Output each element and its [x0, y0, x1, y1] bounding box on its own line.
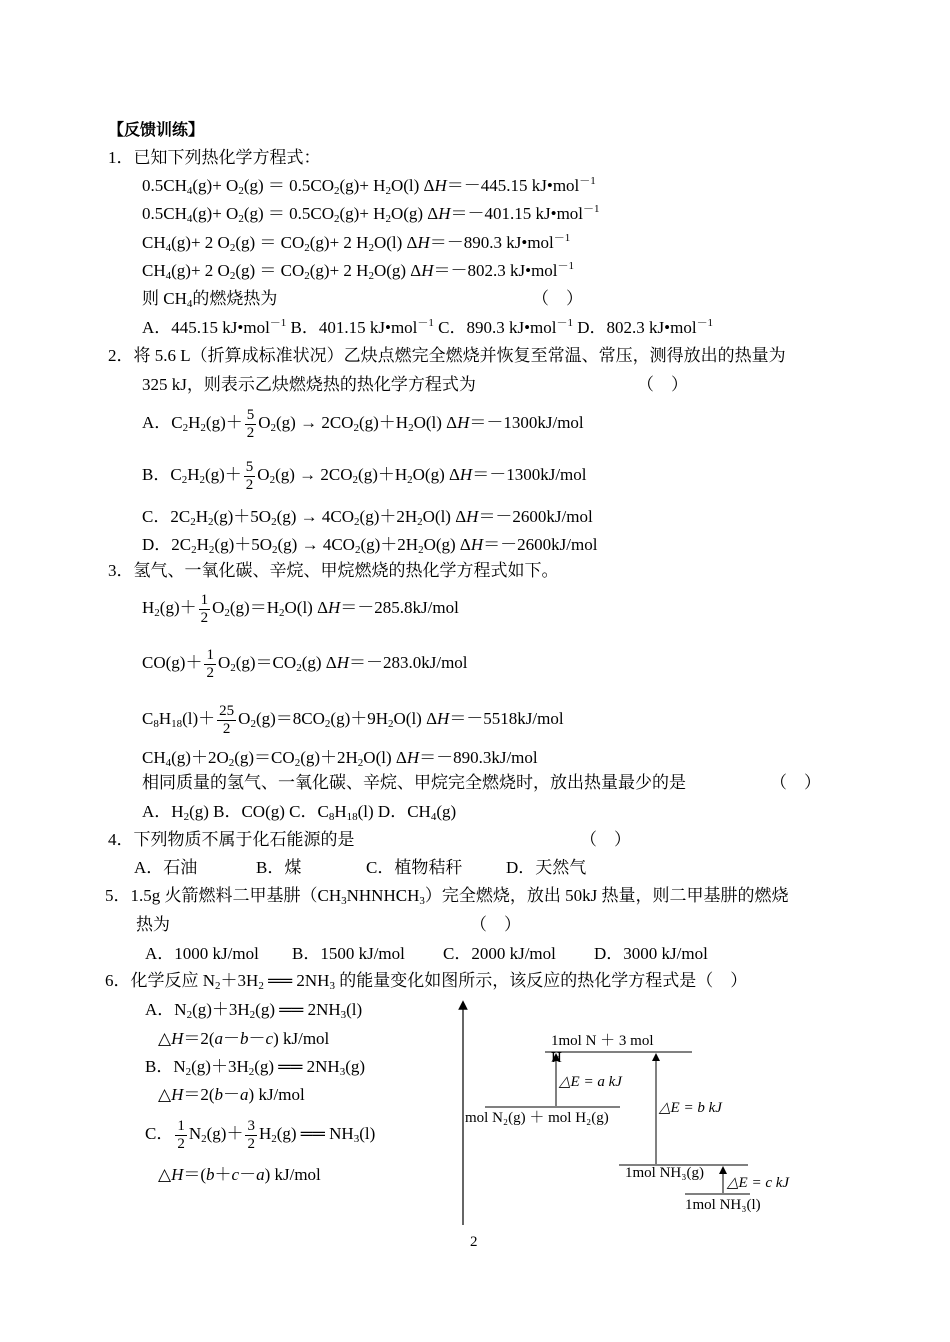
q6-option-c-enthalpy: △H＝(b＋c－a) kJ/mol [158, 1165, 321, 1184]
q4-option-b: B．煤 [256, 858, 302, 877]
q3-stem: 3．氢气、一氧化碳、辛烷、甲烷燃烧的热化学方程式如下。 [108, 561, 559, 580]
q3-equation-h2: $H_2(g)+$ $\frac{1}{2}$ $O_2(g)=H_2O(l)$ ΔH＝－285.8kJ/mol [142, 591, 459, 626]
label-nh3-gas: 1mol NH₃(g) [625, 1165, 704, 1181]
fraction: $\frac{5}{2}$ [245, 458, 254, 493]
q6-option-c-equation: C． $\frac{1}{2}$ $N_2(g)+$ $\frac{3}{2}$ $H_2(g)$ ══ $NH_3(l)$ [145, 1117, 376, 1152]
q3-options: A．$H_2(g)$ B．CO(g) C．$C_8H_{18}(l)$ D．$CH_4(g)$ [142, 802, 457, 823]
fraction: $\frac{3}{2}$ [247, 1117, 255, 1152]
q6-option-a-equation: A．$N_2(g)+3H_2(g)$ ══ $2NH_3(l)$ [145, 1000, 363, 1021]
fraction: $\frac{5}{2}$ [246, 406, 255, 441]
q2-stem-line-1: 2．将 5.6 L（折算成标准状况）乙炔点燃完全燃烧并恢复至常温、常压，测得放出的热量为 [108, 346, 786, 365]
energy-level-diagram [455, 995, 815, 1230]
q6-stem: 6．化学反应 $N_2+3H_2$ ══ $2NH_3$ 的能量变化如图所示，该反应的热化学方程式是（ ） [105, 971, 748, 992]
q3-equation-methane: $CH_4(g)+2O_2(g)=CO_2(g)+2H_2O(l)$ ΔH＝－890.3kJ/mol [142, 748, 538, 769]
q2-stem-line-2: 325 kJ，则表示乙炔燃烧热的热化学方程式为 [142, 375, 476, 394]
fraction: $\frac{1}{2}$ [206, 646, 214, 681]
q5-option-d: D．3000 kJ/mol [594, 944, 708, 963]
q2-answer-bracket[interactable]: （ ） [637, 375, 688, 394]
q1-equation-1: $0.5CH_4(g)+ O_2(g) = 0.5CO_2(g)+ H_2O(l)$ ΔH＝－445.15 kJ•mol$^{-1}$ [142, 175, 596, 197]
label-reactants: mol N₂(g) ＋ mol H₂(g) [465, 1110, 609, 1126]
q1-stem: 1．已知下列热化学方程式： [108, 148, 321, 167]
q6-option-b-equation: B．$N_2(g)+3H_2(g)$ ══ $2NH_3(g)$ [145, 1057, 366, 1078]
label-atoms: 1mol N ＋ 3 mol [551, 1033, 654, 1049]
q4-option-a: A．石油 [134, 858, 198, 877]
q5-option-a: A．1000 kJ/mol [145, 944, 259, 963]
q2-option-b: B．$C_2H_2(g)+$ $\frac{5}{2}$ $O_2(g) \to 2CO_2(g)+H_2O(g)$ ΔH＝－1300kJ/mol [142, 458, 587, 493]
q1-options: A．445.15 kJ•mol$^{-1}$ B．401.15 kJ•mol$^{-1}$ C．890.3 kJ•mol$^{-1}$ D．802.3 kJ•mol$^{-1}$ [142, 317, 714, 337]
q1-equation-4: $CH_4(g)+ 2$ $O_2(g) = CO_2(g)+ 2$ $H_2O(g)$ ΔH＝－802.3 kJ•mol$^{-1}$ [142, 260, 575, 282]
q1-question: 则 $CH_4$的燃烧热为 [142, 289, 278, 310]
label-delta-e-a: △E = a kJ [559, 1074, 622, 1090]
q3-equation-co: CO(g)＋ $\frac{1}{2}$ $O_2(g)=CO_2(g)$ ΔH＝－283.0kJ/mol [142, 646, 468, 681]
q3-answer-bracket[interactable]: （ ） [770, 773, 821, 792]
page-number: 2 [470, 1234, 478, 1250]
q1-equation-2: $0.5CH_4(g)+ O_2(g) = 0.5CO_2(g)+ H_2O(g)$ ΔH＝－401.15 kJ•mol$^{-1}$ [142, 203, 600, 225]
q2-option-a: A．$C_2H_2(g)+$ $\frac{5}{2}$ $O_2(g) \to 2CO_2(g)+H_2O(l)$ ΔH＝－1300kJ/mol [142, 406, 584, 441]
fraction: $\frac{1}{2}$ [200, 591, 209, 626]
q4-option-d: D．天然气 [506, 858, 587, 877]
q1-equation-3: $CH_4(g)+ 2$ $O_2(g) = CO_2(g)+ 2$ $H_2O(l)$ ΔH＝－890.3 kJ•mol$^{-1}$ [142, 232, 571, 254]
q4-option-c: C．植物秸秆 [366, 858, 463, 877]
q3-question: 相同质量的氢气、一氧化碳、辛烷、甲烷完全燃烧时，放出热量最少的是 [142, 773, 686, 792]
q5-stem-line-2: 热为 [136, 915, 170, 934]
fraction: $\frac{25}{2}$ [219, 702, 235, 737]
q4-stem: 4．下列物质不属于化石能源的是 [108, 830, 355, 849]
q5-stem-line-1: 5．1.5g 火箭燃料二甲基肼$(CH_3NHNHCH_3)$完全燃烧，放出 50kJ 热量，则二甲基肼的燃烧 [105, 886, 789, 907]
label-delta-e-c: △E = c kJ [727, 1175, 790, 1191]
q2-option-c: C．$2C_2H_2(g)+5O_2(g) \to 4CO_2(g)+2H_2O(l)$ ΔH＝－2600kJ/mol [142, 507, 593, 528]
q1-answer-bracket[interactable]: （ ） [532, 289, 583, 308]
q5-answer-bracket[interactable]: （ ） [470, 915, 521, 934]
q5-option-c: C．2000 kJ/mol [443, 944, 556, 963]
label-delta-e-b: △E = b kJ [659, 1100, 722, 1116]
q2-option-d: D．$2C_2H_2(g)+5O_2(g) \to 4CO_2(g)+2H_2O(g)$ ΔH＝－2600kJ/mol [142, 535, 598, 556]
fraction: $\frac{1}{2}$ [177, 1117, 185, 1152]
label-atoms-h: H [551, 1050, 562, 1066]
section-header: 【反馈训练】 [108, 120, 205, 139]
q5-option-b: B．1500 kJ/mol [292, 944, 405, 963]
q4-answer-bracket[interactable]: （ ） [580, 830, 631, 849]
q6-option-a-enthalpy: △H＝2(a－b－c) kJ/mol [158, 1029, 330, 1048]
q6-option-b-enthalpy: △H＝2(b－a) kJ/mol [158, 1085, 305, 1104]
label-nh3-liquid: 1mol NH₃(l) [685, 1197, 761, 1213]
q3-equation-octane: $C_8H_{18}(l)+$ $\frac{25}{2}$ $O_2(g)=8CO_2(g)+9H_2O(l)$ ΔH＝－5518kJ/mol [142, 702, 564, 737]
